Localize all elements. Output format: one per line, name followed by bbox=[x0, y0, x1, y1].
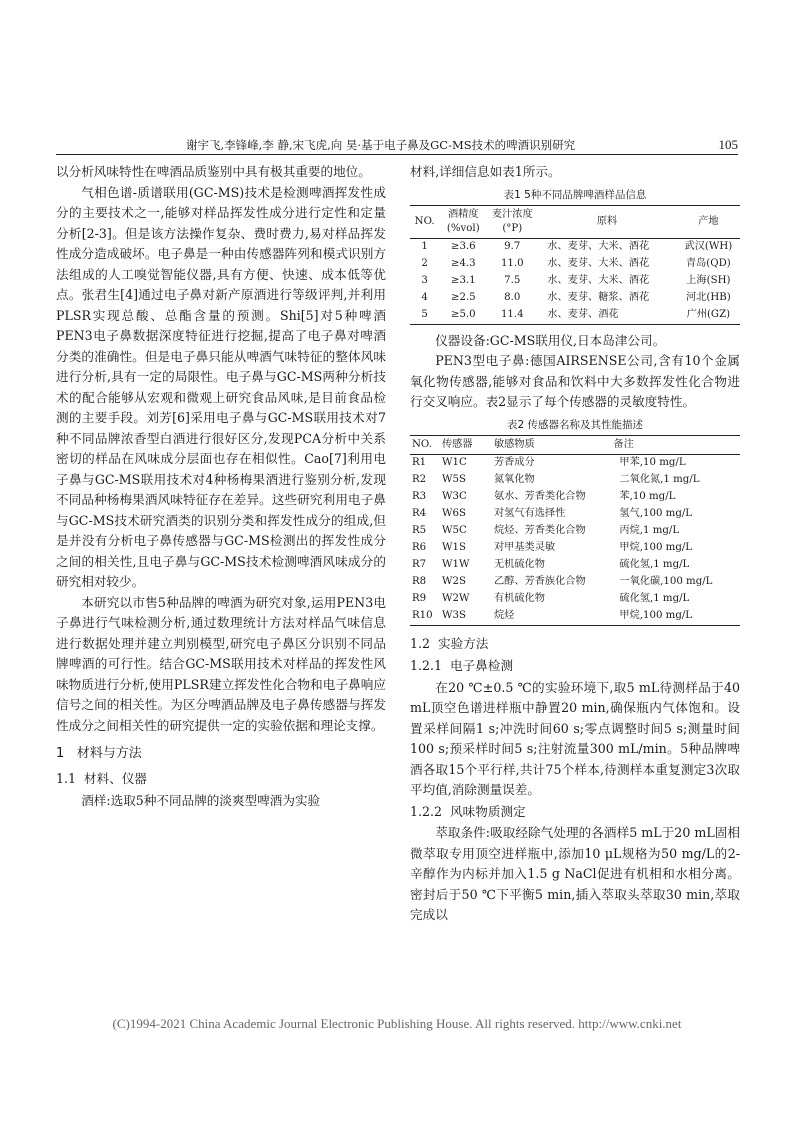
table-cell: 芳香成分 bbox=[494, 457, 535, 468]
table-cell: 有机硫化物 bbox=[494, 593, 545, 604]
table-row bbox=[410, 557, 740, 574]
copyright-footer: (C)1994-2021 China Academic Journal Electronic Publishing House. All rights reserved. http://www.cnki.net bbox=[112, 1016, 682, 1031]
table-cell: W3S bbox=[442, 610, 466, 621]
table-cell: 11.0 bbox=[500, 258, 524, 269]
table-row bbox=[410, 506, 740, 523]
table-cell: 对甲基类灵敏 bbox=[494, 542, 556, 553]
table-cell: 烷烃、芳香类化合物 bbox=[494, 525, 586, 536]
table-cell: 硫化氢,1 mg/L bbox=[619, 593, 690, 604]
table-cell: 5 bbox=[421, 309, 428, 320]
table-cell: 青岛(QD) bbox=[685, 258, 731, 269]
table-row bbox=[410, 591, 740, 608]
section-number: 1.2 bbox=[410, 635, 431, 651]
table-header-cell: NO. bbox=[412, 438, 432, 450]
table-row bbox=[410, 454, 740, 472]
table-cell: R1 bbox=[412, 457, 427, 468]
table-row bbox=[410, 273, 740, 290]
running-header bbox=[56, 136, 738, 155]
table-header-row bbox=[410, 435, 740, 454]
table-cell: 一氧化碳,100 mg/L bbox=[619, 576, 713, 587]
section-title: 电子鼻检测 bbox=[450, 658, 514, 673]
table-cell: 丙烷,1 mg/L bbox=[619, 525, 680, 536]
table-cell: 二氧化氮,1 mg/L bbox=[619, 474, 700, 485]
table2 bbox=[410, 435, 740, 626]
section-title: 材料与方法 bbox=[76, 746, 142, 761]
section-title: 实验方法 bbox=[438, 635, 489, 651]
table1 bbox=[410, 205, 740, 325]
table-cell: 苯,10 mg/L bbox=[619, 491, 676, 502]
section-heading-1-2-2 bbox=[410, 802, 740, 823]
paragraph-gcms-enose: 气相色谱-质谱联用(GC-MS)技术是检测啤酒挥发性成分的主要技术之一,能够对样品挥发性成分进行定性和定量分析[2-3]。但是该方法操作复杂、费时费力,易对样品挥发性成分造成破坏。电子鼻是一种由传感器阵列和模式识别方法组成的人工嗅觉智能仪器,具有方便、快速、成本低等优点。张君生[4]通过电子鼻对新产原酒进行等级评判,并利用PLSR实现总酸、总酯含量的预测。Shi[5]对5种啤酒PEN3电子鼻数据深度特征进行挖掘,提高了电子鼻对啤酒分类的准确性。但是电子鼻只能从啤酒气味特征的整体风味进行分析,具有一定的局限性。电子鼻与GC-MS两种分析技术的配合能够从宏观和微观上研究食品风味,是目前食品检测的主要手段。刘芳[6]采用电子鼻与GC-MS联用技术对7种不同品牌浓香型白酒进行很好区分,发现PCA分析中关系密切的样品在风味成分层面也存在相似性。Cao[7]利用电子鼻与GC-MS联用技术对4种杨梅果酒进行鉴别分析,发现不同品种杨梅果酒风味特征存在差异。这些研究利用电子鼻与GC-MS技术研究酒类的识别分类和挥发性成分的组成,但是并没有分析电子鼻传感器与GC-MS检测出的挥发性成分之间的相关性,且电子鼻与GC-MS技术检测啤酒风味成分的研究相对较少。 bbox=[56, 184, 386, 589]
table-cell: ≥3.1 bbox=[450, 275, 476, 286]
table-cell: 4 bbox=[421, 292, 428, 303]
paragraph-intro-end: 以分析风味特性在啤酒品质鉴别中具有极其重要的地位。 bbox=[56, 164, 371, 179]
table-cell: W2W bbox=[442, 593, 470, 604]
table-cell: 上海(SH) bbox=[686, 275, 731, 286]
table-row bbox=[410, 238, 740, 256]
section-number: 1.1 bbox=[56, 770, 77, 786]
table-cell: 烷烃 bbox=[494, 610, 515, 621]
table-cell: R5 bbox=[412, 525, 427, 536]
table-cell: ≥3.6 bbox=[450, 241, 476, 252]
section-number: 1.2.1 bbox=[410, 658, 443, 673]
table-cell: 11.4 bbox=[500, 309, 524, 320]
table1-caption: 表1 5种不同品牌啤酒样品信息 bbox=[503, 188, 647, 201]
table-cell: R3 bbox=[412, 491, 427, 502]
table-header-cell: 敏感物质 bbox=[494, 438, 535, 450]
table-cell: ≥5.0 bbox=[450, 309, 476, 320]
table-cell: W2S bbox=[442, 576, 466, 587]
table-cell: W1C bbox=[442, 457, 467, 468]
table-cell: 甲烷,100 mg/L bbox=[619, 542, 693, 553]
table-cell: 水、麦芽、糖浆、酒花 bbox=[547, 292, 650, 303]
table-cell: W5S bbox=[442, 474, 466, 485]
section-heading-1-2-1 bbox=[410, 656, 740, 677]
table-row bbox=[410, 307, 740, 325]
table-cell: W1W bbox=[442, 559, 470, 570]
running-header-title: 谢宇飞,李锋峰,李 静,宋飞虎,向 昊·基于电子鼻及GC-MS技术的啤酒识别研究 bbox=[186, 138, 576, 152]
section-title: 材料、仪器 bbox=[84, 770, 148, 786]
table-row bbox=[410, 489, 740, 506]
paragraph-pen3: PEN3型电子鼻:德国AIRSENSE公司,含有10个金属氧化物传感器,能够对食品和饮料中大多数挥发性化合物进行交叉响应。表2显示了每个传感器的灵敏度特性。 bbox=[410, 353, 740, 409]
table-cell: 氮氧化物 bbox=[494, 474, 535, 485]
table-cell: ≥2.5 bbox=[450, 292, 476, 303]
table-cell: R4 bbox=[412, 508, 427, 519]
table-cell: 乙醇、芳香族化合物 bbox=[494, 576, 586, 587]
paragraph-table-ref: 材料,详细信息如表1所示。 bbox=[410, 164, 561, 179]
paragraph-instrument: 仪器设备:GC-MS联用仪,日本岛津公司。 bbox=[435, 332, 666, 348]
table-row bbox=[410, 523, 740, 540]
section-heading-1 bbox=[56, 744, 386, 765]
table-cell: 8.0 bbox=[504, 292, 521, 303]
table-cell: W6S bbox=[442, 508, 466, 519]
section-title: 风味物质测定 bbox=[450, 803, 526, 819]
table-cell: 甲苯,10 mg/L bbox=[619, 457, 686, 468]
table-cell: W3C bbox=[442, 491, 467, 502]
table-cell: 河北(HB) bbox=[686, 292, 731, 303]
page-number: 105 bbox=[718, 137, 738, 152]
table-cell: 水、麦芽、酒花 bbox=[547, 309, 619, 320]
table-cell: R2 bbox=[412, 474, 427, 485]
table-cell: 3 bbox=[421, 275, 428, 286]
section-heading-1-1 bbox=[56, 769, 386, 790]
table-cell: 无机硫化物 bbox=[494, 559, 545, 570]
table-cell: ≥4.3 bbox=[450, 258, 476, 269]
section-number: 1.2.2 bbox=[410, 803, 443, 819]
table-cell: 1 bbox=[421, 241, 428, 252]
right-column bbox=[410, 162, 740, 926]
table-cell: 硫化氢,1 mg/L bbox=[619, 559, 690, 570]
paragraph-enose-method: 在20 ℃±0.5 ℃的实验环境下,取5 mL待测样品于40 mL顶空色谱进样瓶中静置20 min,确保瓶内气体饱和。设置采样间隔1 s;冲洗时间60 s;零点调整时间5 s;测量时间100 s;预采样时间5 s;注射流量300 mL/min。5种品牌啤酒各取15个平行样,共计75个样本,待测样本重复测定3次取平均值,消除测量误差。 bbox=[410, 679, 740, 797]
table-row bbox=[410, 290, 740, 307]
table-row bbox=[410, 256, 740, 273]
table-header-cell: 产地 bbox=[698, 215, 719, 227]
left-column bbox=[56, 162, 386, 812]
table-cell: 武汉(WH) bbox=[684, 241, 733, 252]
table-cell: 对氢气有选择性 bbox=[494, 508, 566, 519]
table-cell: 水、麦芽、大米、酒花 bbox=[547, 241, 650, 252]
table-cell: 2 bbox=[421, 258, 428, 269]
table2-caption: 表2 传感器名称及其性能描述 bbox=[506, 418, 644, 431]
table-header-cell: 备注 bbox=[613, 438, 634, 450]
table-cell: R7 bbox=[412, 559, 427, 570]
table-cell: 水、麦芽、大米、酒花 bbox=[547, 275, 650, 286]
table-row bbox=[410, 540, 740, 557]
section-heading-1-2 bbox=[410, 634, 740, 655]
table-cell: R8 bbox=[412, 576, 427, 587]
table-cell: R9 bbox=[412, 593, 427, 604]
table-cell: 广州(GZ) bbox=[686, 309, 731, 320]
paragraph-flavor-method: 萃取条件:吸取经除气处理的各酒样5 mL于20 mL固相微萃取专用顶空进样瓶中,添加10 μL规格为50 mg/L的2-辛醇作为内标并加入1.5 g NaCl促进有机相和水相分离。密封后于50 ℃下平衡5 min,插入萃取头萃取30 min,萃取完成以 bbox=[410, 825, 740, 922]
table-cell: 9.7 bbox=[504, 241, 521, 252]
section-number: 1 bbox=[56, 746, 65, 761]
table-header-row bbox=[410, 205, 740, 238]
table-header-cell: 原料 bbox=[596, 215, 618, 227]
table-cell: 7.5 bbox=[504, 275, 521, 286]
table-header-cell: 麦汁浓度 (°P) bbox=[491, 208, 533, 234]
table-row bbox=[410, 472, 740, 489]
table-cell: R10 bbox=[412, 610, 433, 621]
table-cell: W5C bbox=[442, 525, 467, 536]
table-row bbox=[410, 574, 740, 591]
paragraph-beer-samples: 酒样:选取5种不同品牌的淡爽型啤酒为实验 bbox=[81, 793, 321, 808]
table-cell: 氢气,100 mg/L bbox=[619, 508, 693, 519]
table-row bbox=[410, 608, 740, 626]
table-cell: 水、麦芽、大米、酒花 bbox=[547, 258, 650, 269]
table-cell: W1S bbox=[442, 542, 466, 553]
paragraph-study-aim: 本研究以市售5种品牌的啤酒为研究对象,运用PEN3电子鼻进行气味检测分析,通过数理统计方法对样品气味信息进行数据处理并建立判别模型,研究电子鼻区分识别不同品牌啤酒的可行性。结合GC-MS联用技术对样品的挥发性风味物质进行分析,使用PLSR建立挥发性化合物和电子鼻响应信号之间的相关性。为区分啤酒品牌及电子鼻传感器与挥发性成分之间相关性的研究提供一定的实验依据和理论支撑。 bbox=[56, 594, 386, 733]
table-cell: 甲烷,100 mg/L bbox=[619, 610, 693, 621]
table-header-cell: NO. bbox=[414, 215, 435, 227]
table-cell: 氨水、芳香类化合物 bbox=[494, 491, 586, 502]
table-header-cell: 酒精度 (%vol) bbox=[446, 208, 480, 234]
table-header-cell: 传感器 bbox=[442, 438, 473, 450]
table-cell: R6 bbox=[412, 542, 427, 553]
